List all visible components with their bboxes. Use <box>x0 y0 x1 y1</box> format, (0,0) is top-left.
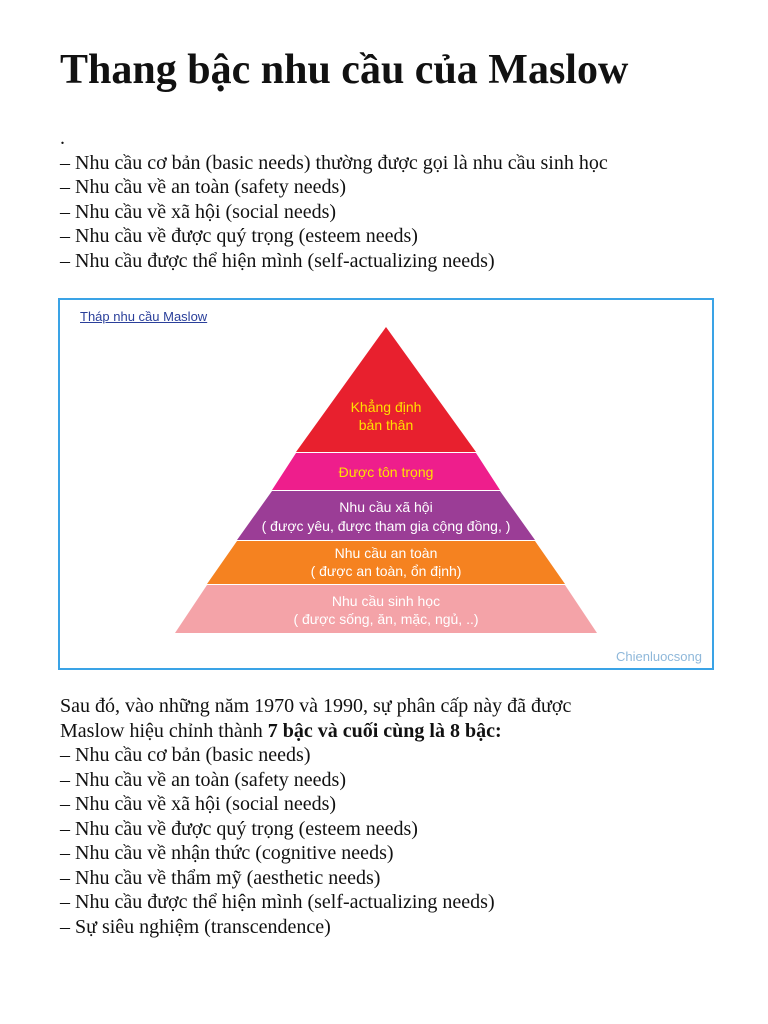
list-item: – Sự siêu nghiệm (transcendence) <box>60 915 331 938</box>
paragraph-line: Sau đó, vào những năm 1970 và 1990, sự phân cấp này đã được <box>60 695 572 717</box>
list-item: – Nhu cầu về an toàn (safety needs) <box>60 768 346 791</box>
paragraph-text: Maslow hiệu chỉnh thành <box>60 719 268 742</box>
level-3-line1: Nhu cầu xã hội <box>339 499 433 515</box>
list-item: – Nhu cầu về xã hội (social needs) <box>60 793 337 815</box>
page-title: Thang bậc nhu cầu của Maslow <box>60 47 629 93</box>
list-item: – Nhu cầu về nhận thức (cognitive needs) <box>60 842 394 864</box>
list-item: – Nhu cầu cơ bản (basic needs) <box>60 744 311 766</box>
level-1-line2: bản thân <box>358 417 414 433</box>
level-5-line2: ( được sống, ăn, mặc, ngủ, ..) <box>293 611 479 627</box>
maslow-pyramid-figure <box>58 298 714 670</box>
revision-section <box>60 694 571 939</box>
list-item: – Nhu cầu được thể hiện mình (self-actualizing needs) <box>60 249 495 272</box>
paragraph-bold-text: 7 bậc và cuối cùng là 8 bậc: <box>267 719 502 742</box>
level-5-line1: Nhu cầu sinh học <box>331 593 441 609</box>
list-item: – Nhu cầu được thể hiện mình (self-actualizing needs) <box>60 891 495 913</box>
level-3-line2: ( được yêu, được tham gia cộng đồng, ) <box>261 518 511 534</box>
intro-list <box>60 126 608 273</box>
list-item: – Nhu cầu cơ bản (basic needs) thường được gọi là nhu cầu sinh học <box>60 151 608 174</box>
list-item: – Nhu cầu về xã hội (social needs) <box>60 200 337 223</box>
list-item: – Nhu cầu về thẩm mỹ (aesthetic needs) <box>60 866 381 889</box>
pyramid-level-self-actualization <box>296 327 476 452</box>
watermark: Chienluocsong <box>615 649 702 664</box>
list-item: – Nhu cầu về được quý trọng (esteem needs) <box>60 225 418 247</box>
figure-caption: Tháp nhu cầu Maslow <box>80 309 208 324</box>
intro-dot: . <box>60 127 65 149</box>
list-item: – Nhu cầu về an toàn (safety needs) <box>60 176 346 198</box>
level-4-line1: Nhu cầu an toàn <box>334 545 438 561</box>
list-item: – Nhu cầu về được quý trọng (esteem needs) <box>60 817 418 840</box>
level-2-line1: Được tôn trọng <box>338 464 434 480</box>
pyramid-diagram <box>60 300 712 668</box>
level-1-line1: Khẳng định <box>350 399 422 415</box>
paragraph-line <box>60 719 571 744</box>
level-4-line2: ( được an toàn, ổn định) <box>310 563 462 579</box>
